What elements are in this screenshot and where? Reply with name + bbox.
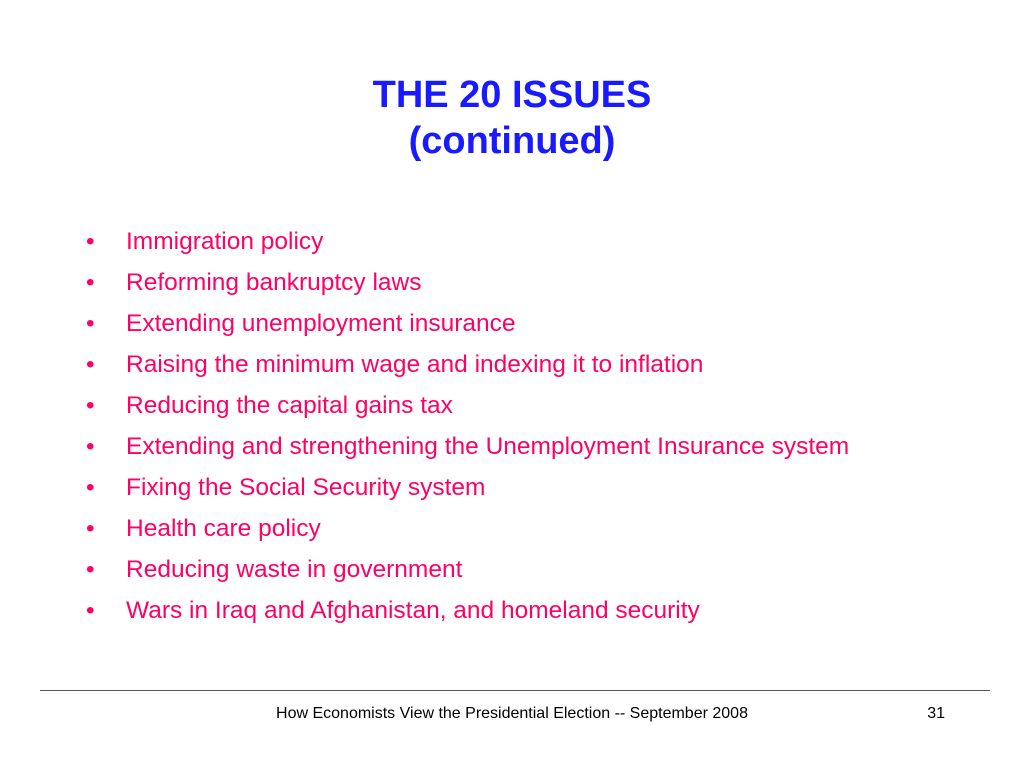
bullet-dot-icon: •: [86, 351, 95, 378]
bullet-text: Reducing waste in government: [126, 556, 463, 583]
bullet-dot-icon: •: [86, 597, 95, 624]
bullet-item: [86, 390, 906, 422]
bullet-text: Reforming bankruptcy laws: [126, 269, 422, 296]
bullet-text: Reducing the capital gains tax: [126, 392, 453, 419]
bullet-dot-icon: •: [86, 515, 95, 542]
bullet-text: Immigration policy: [126, 228, 324, 255]
footer-divider: [40, 690, 990, 691]
title-line-1: THE 20 ISSUES: [372, 74, 652, 116]
bullet-text: Health care policy: [126, 515, 321, 542]
bullet-dot-icon: •: [86, 474, 95, 501]
bullet-text: Wars in Iraq and Afghanistan, and homeland security: [126, 597, 700, 624]
slide-title: [0, 72, 1024, 164]
bullet-list: [86, 226, 906, 636]
bullet-dot-icon: •: [86, 228, 95, 255]
bullet-text: Fixing the Social Security system: [126, 474, 486, 501]
title-line-2: (continued): [408, 120, 616, 162]
bullet-item: [86, 349, 906, 381]
bullet-item: [86, 472, 906, 504]
bullet-dot-icon: •: [86, 433, 95, 460]
bullet-item: [86, 554, 906, 586]
bullet-text: Extending and strengthening the Unemployment Insurance system: [126, 433, 850, 460]
bullet-item: [86, 431, 906, 463]
bullet-item: [86, 595, 906, 627]
bullet-dot-icon: •: [86, 392, 95, 419]
bullet-text: Extending unemployment insurance: [126, 310, 516, 337]
footer-text: How Economists View the Presidential Election -- September 2008: [276, 705, 748, 722]
bullet-item: [86, 267, 906, 299]
bullet-item: [86, 308, 906, 340]
bullet-dot-icon: •: [86, 310, 95, 337]
bullet-item: [86, 226, 906, 258]
page-number: 31: [927, 705, 945, 722]
bullet-dot-icon: •: [86, 269, 95, 296]
bullet-item: [86, 513, 906, 545]
bullet-text: Raising the minimum wage and indexing it to inflation: [126, 351, 704, 378]
bullet-dot-icon: •: [86, 556, 95, 583]
